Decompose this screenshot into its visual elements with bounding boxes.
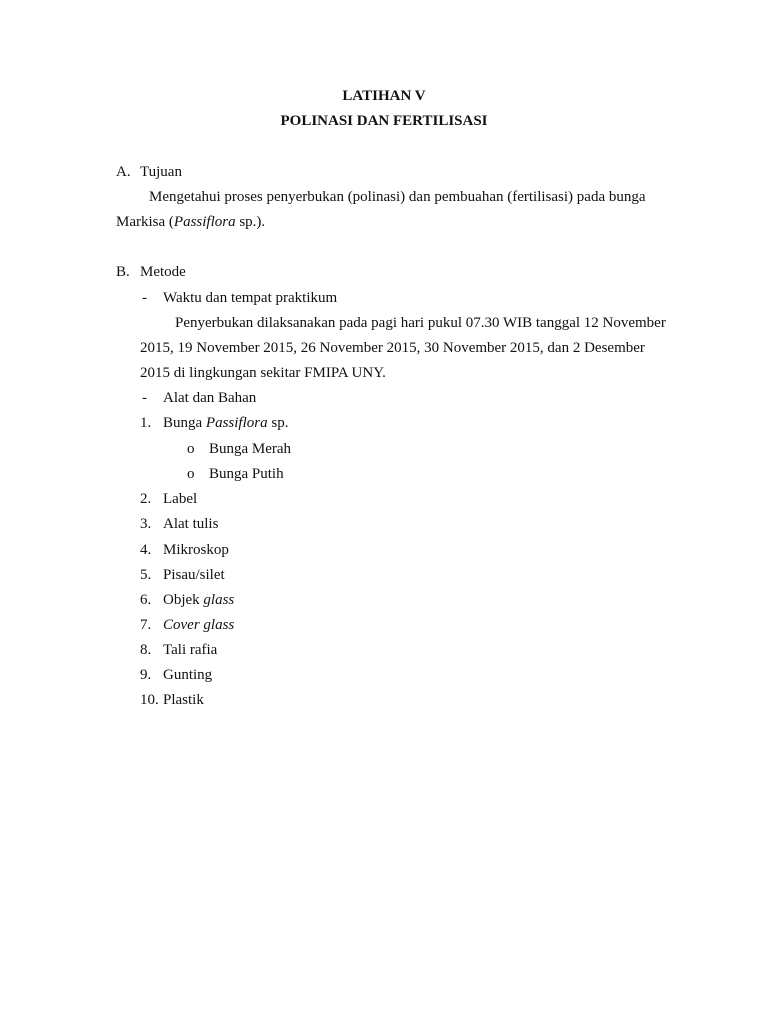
list-item <box>163 566 225 584</box>
list-item-number: 8. <box>140 642 152 658</box>
list-item-text: Gunting <box>163 667 213 683</box>
section-a-text-italic: Passiflora <box>173 214 236 230</box>
document-title: LATIHAN V <box>342 88 426 104</box>
list-item-number: 2. <box>140 491 152 507</box>
sub-item: Bunga Merah <box>209 441 292 457</box>
list-item-number: 1. <box>140 415 152 431</box>
list-item-number: 10. <box>140 692 159 708</box>
list-item <box>163 591 234 609</box>
list-item-number: 7. <box>140 617 152 633</box>
alat-dash: - <box>142 390 147 406</box>
section-a-text-pre: Markisa ( <box>116 214 174 230</box>
list-item-text: Bunga <box>163 415 206 431</box>
list-item <box>163 414 288 432</box>
list-item-number: 9. <box>140 667 152 683</box>
waktu-dash: - <box>142 290 147 306</box>
list-item <box>163 541 229 559</box>
sub-item-bullet: o <box>187 441 195 457</box>
list-item <box>163 641 217 659</box>
section-a-marker: A. <box>116 164 131 180</box>
list-item-text: Plastik <box>163 692 204 708</box>
sub-item: Bunga Putih <box>209 466 284 482</box>
list-item-text: Mikroskop <box>163 542 229 558</box>
list-item <box>163 691 204 709</box>
list-item <box>163 616 234 634</box>
list-item-italic: glass <box>203 592 235 608</box>
section-b-heading: Metode <box>140 264 186 280</box>
alat-heading: Alat dan Bahan <box>163 390 257 406</box>
waktu-text-line-3: 2015 di lingkungan sekitar FMIPA UNY. <box>140 365 386 381</box>
list-item <box>163 666 212 684</box>
waktu-text-line-1: Penyerbukan dilaksanakan pada pagi hari pukul 07.30 WIB tanggal 12 November <box>175 315 666 331</box>
section-a-heading: Tujuan <box>140 164 182 180</box>
list-item-number: 3. <box>140 516 152 532</box>
list-item-number: 4. <box>140 542 152 558</box>
list-item-italic: Cover glass <box>163 617 235 633</box>
sub-item-bullet: o <box>187 466 195 482</box>
waktu-text-line-2: 2015, 19 November 2015, 26 November 2015, 30 November 2015, dan 2 Desember <box>140 340 645 356</box>
waktu-heading: Waktu dan tempat praktikum <box>163 290 338 306</box>
list-item <box>163 490 197 508</box>
list-item-number: 6. <box>140 592 152 608</box>
list-item <box>163 515 218 533</box>
list-item-text-suffix: sp. <box>267 415 289 431</box>
list-item-text: Objek <box>163 592 204 608</box>
document-subtitle: POLINASI DAN FERTILISASI <box>280 113 488 129</box>
list-item-text: Alat tulis <box>163 516 219 532</box>
list-item-number: 5. <box>140 567 152 583</box>
list-item-text: Tali rafia <box>163 642 218 658</box>
list-item-italic: Passiflora <box>205 415 268 431</box>
list-item-text: Pisau/silet <box>163 567 225 583</box>
section-a-text-line-2 <box>116 213 265 231</box>
section-a-text-post: sp.). <box>235 214 266 230</box>
list-item-text: Label <box>163 491 198 507</box>
section-b-marker: B. <box>116 264 130 280</box>
section-a-text-line-1: Mengetahui proses penyerbukan (polinasi) dan pembuahan (fertilisasi) pada bunga <box>149 189 646 205</box>
